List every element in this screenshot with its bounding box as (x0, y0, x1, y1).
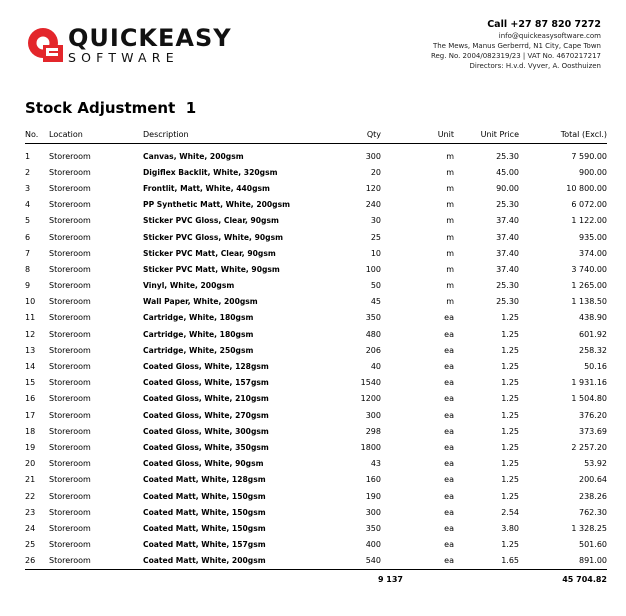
row-unit-price: 1.25 (501, 362, 519, 372)
row-total: 373.69 (579, 426, 607, 436)
row-total: 601.92 (579, 329, 607, 339)
table-row (25, 213, 607, 229)
row-qty: 350 (365, 313, 381, 323)
row-unit: ea (444, 459, 454, 469)
row-unit: m (446, 200, 454, 210)
row-total: 53.92 (584, 459, 607, 469)
row-description: Coated Matt, White, 150gsm (143, 523, 266, 533)
row-unit: m (446, 151, 454, 161)
row-unit-price: 37.40 (496, 216, 519, 226)
row-total: 238.26 (579, 491, 607, 501)
row-qty: 1800 (360, 442, 381, 452)
row-location: Storeroom (49, 491, 91, 501)
row-description: Coated Matt, White, 128gsm (143, 475, 266, 485)
table-row (25, 294, 607, 310)
row-unit-price: 25.30 (496, 200, 519, 210)
table-row (25, 423, 607, 439)
company-registration: Reg. No. 2004/082319/23 | VAT No. 4670217217 (430, 52, 601, 60)
row-location: Storeroom (49, 394, 91, 404)
table-header-row (25, 126, 607, 144)
row-unit-price: 1.25 (501, 329, 519, 339)
company-address: The Mews, Manus Gerberrd, N1 City, Cape Town (432, 42, 601, 50)
row-unit: m (446, 248, 454, 258)
row-unit-price: 25.30 (496, 151, 519, 161)
company-email[interactable]: info@quickeasysoftware.com (498, 32, 601, 40)
row-unit: m (446, 167, 454, 177)
row-no: 24 (25, 523, 36, 533)
row-description: Coated Gloss, White, 128gsm (143, 362, 269, 372)
row-qty: 300 (365, 507, 381, 517)
row-unit: ea (444, 345, 454, 355)
row-no: 12 (25, 329, 36, 339)
row-location: Storeroom (49, 442, 91, 452)
row-unit-price: 1.25 (501, 475, 519, 485)
row-description: Wall Paper, White, 200gsm (143, 297, 258, 307)
row-location: Storeroom (49, 151, 91, 161)
row-location: Storeroom (49, 200, 91, 210)
row-location: Storeroom (49, 313, 91, 323)
row-qty: 20 (370, 167, 381, 177)
row-qty: 120 (365, 183, 381, 193)
table-row (25, 261, 607, 277)
qe-monogram-icon (27, 26, 63, 62)
row-location: Storeroom (49, 248, 91, 258)
row-no: 11 (25, 313, 36, 323)
row-total: 1 931.16 (571, 378, 607, 388)
table-row (25, 391, 607, 407)
row-qty: 240 (365, 200, 381, 210)
row-no: 9 (25, 281, 31, 291)
row-unit-price: 1.25 (501, 540, 519, 550)
row-unit: m (446, 297, 454, 307)
table-row (25, 407, 607, 423)
row-no: 6 (25, 232, 31, 242)
row-unit-price: 1.25 (501, 378, 519, 388)
row-no: 16 (25, 394, 36, 404)
header-unit-price: Unit Price (454, 126, 519, 144)
row-description: Coated Matt, White, 150gsm (143, 491, 266, 501)
table-row (25, 245, 607, 261)
row-unit: ea (444, 442, 454, 452)
row-no: 8 (25, 264, 31, 274)
row-unit: ea (444, 362, 454, 372)
table-row (25, 164, 607, 180)
row-total: 935.00 (579, 232, 607, 242)
row-qty: 206 (365, 345, 381, 355)
row-location: Storeroom (49, 362, 91, 372)
row-unit-price: 1.25 (501, 410, 519, 420)
row-location: Storeroom (49, 459, 91, 469)
row-no: 18 (25, 426, 36, 436)
row-total: 376.20 (579, 410, 607, 420)
row-no: 7 (25, 248, 31, 258)
row-unit: ea (444, 523, 454, 533)
row-location: Storeroom (49, 426, 91, 436)
row-description: Cartridge, White, 180gsm (143, 329, 254, 339)
row-total: 1 504.80 (571, 394, 607, 404)
header-qty: Qty (321, 126, 381, 144)
total-amount: 45 704.82 (562, 575, 607, 584)
row-unit-price: 1.65 (501, 556, 519, 566)
row-unit: m (446, 281, 454, 291)
row-location: Storeroom (49, 507, 91, 517)
row-unit-price: 25.30 (496, 281, 519, 291)
stock-adjustment-table (25, 126, 607, 569)
row-total: 50.16 (584, 362, 607, 372)
row-location: Storeroom (49, 540, 91, 550)
row-qty: 25 (370, 232, 381, 242)
row-total: 1 138.50 (571, 297, 607, 307)
row-description: Coated Gloss, White, 270gsm (143, 410, 269, 420)
row-total: 6 072.00 (571, 200, 607, 210)
row-qty: 298 (365, 426, 381, 436)
row-qty: 190 (365, 491, 381, 501)
row-qty: 480 (365, 329, 381, 339)
row-total: 891.00 (579, 556, 607, 566)
row-no: 14 (25, 362, 36, 372)
row-description: Coated Gloss, White, 210gsm (143, 394, 269, 404)
row-unit: ea (444, 410, 454, 420)
row-unit: ea (444, 313, 454, 323)
table-row (25, 456, 607, 472)
row-description: Sticker PVC Gloss, White, 90gsm (143, 232, 283, 242)
row-total: 3 740.00 (571, 264, 607, 274)
row-unit-price: 1.25 (501, 345, 519, 355)
row-qty: 43 (370, 459, 381, 469)
row-unit-price: 1.25 (501, 459, 519, 469)
row-total: 501.60 (579, 540, 607, 550)
row-total: 7 590.00 (571, 151, 607, 161)
row-unit-price: 37.40 (496, 264, 519, 274)
row-unit: m (446, 264, 454, 274)
row-description: Cartridge, White, 180gsm (143, 313, 254, 323)
row-no: 3 (25, 183, 31, 193)
header-location: Location (49, 126, 143, 144)
row-description: Canvas, White, 200gsm (143, 151, 244, 161)
row-qty: 300 (365, 410, 381, 420)
row-qty: 40 (370, 362, 381, 372)
row-description: Coated Matt, White, 200gsm (143, 556, 266, 566)
row-unit: ea (444, 329, 454, 339)
table-row (25, 520, 607, 536)
table-row (25, 504, 607, 520)
row-no: 17 (25, 410, 36, 420)
row-total: 762.30 (579, 507, 607, 517)
row-unit-price: 1.25 (501, 313, 519, 323)
row-unit: ea (444, 540, 454, 550)
row-description: Sticker PVC Matt, White, 90gsm (143, 264, 280, 274)
row-unit-price: 1.25 (501, 426, 519, 436)
row-unit: m (446, 183, 454, 193)
table-row (25, 180, 607, 196)
row-description: Coated Gloss, White, 157gsm (143, 378, 269, 388)
row-description: Coated Gloss, White, 350gsm (143, 442, 269, 452)
company-phone: Call +27 87 820 7272 (487, 19, 601, 30)
table-row (25, 537, 607, 553)
table-row (25, 488, 607, 504)
page-title: Stock Adjustment 1 (25, 99, 197, 117)
row-description: Coated Matt, White, 157gsm (143, 540, 266, 550)
table-row (25, 553, 607, 569)
row-unit: ea (444, 556, 454, 566)
row-qty: 100 (365, 264, 381, 274)
table-row (25, 375, 607, 391)
row-unit-price: 1.25 (501, 491, 519, 501)
table-row (25, 229, 607, 245)
table-row (25, 472, 607, 488)
totals-divider (25, 569, 607, 570)
row-unit-price: 1.25 (501, 442, 519, 452)
header-description: Description (143, 126, 321, 144)
row-description: Vinyl, White, 200gsm (143, 281, 235, 291)
row-location: Storeroom (49, 232, 91, 242)
row-no: 10 (25, 297, 36, 307)
row-unit: ea (444, 394, 454, 404)
row-location: Storeroom (49, 281, 91, 291)
company-details (431, 18, 601, 71)
table-row (25, 439, 607, 455)
row-no: 5 (25, 216, 31, 226)
table-row (25, 197, 607, 213)
row-unit: ea (444, 507, 454, 517)
row-unit: ea (444, 426, 454, 436)
row-no: 22 (25, 491, 36, 501)
row-total: 10 800.00 (566, 183, 607, 193)
table-row (25, 278, 607, 294)
row-qty: 50 (370, 281, 381, 291)
row-description: Coated Gloss, White, 300gsm (143, 426, 269, 436)
row-unit: m (446, 216, 454, 226)
row-qty: 300 (365, 151, 381, 161)
row-total: 258.32 (579, 345, 607, 355)
brand-subtitle: SOFTWARE (68, 50, 179, 65)
row-unit: ea (444, 491, 454, 501)
row-no: 21 (25, 475, 36, 485)
row-unit-price: 3.80 (501, 523, 519, 533)
row-location: Storeroom (49, 329, 91, 339)
row-total: 1 328.25 (571, 523, 607, 533)
header-total: Total (Excl.) (519, 126, 607, 144)
row-total: 2 257.20 (571, 442, 607, 452)
row-qty: 30 (370, 216, 381, 226)
company-logo (27, 24, 232, 68)
row-location: Storeroom (49, 264, 91, 274)
row-unit: m (446, 232, 454, 242)
row-unit-price: 2.54 (501, 507, 519, 517)
total-qty: 9 137 (377, 575, 403, 584)
row-total: 900.00 (579, 167, 607, 177)
row-qty: 160 (365, 475, 381, 485)
row-description: Coated Gloss, White, 90gsm (143, 459, 264, 469)
row-description: Cartridge, White, 250gsm (143, 345, 254, 355)
table-row (25, 144, 607, 165)
row-no: 26 (25, 556, 36, 566)
row-qty: 45 (370, 297, 381, 307)
row-unit-price: 1.25 (501, 394, 519, 404)
row-location: Storeroom (49, 167, 91, 177)
row-no: 4 (25, 200, 31, 210)
row-no: 15 (25, 378, 36, 388)
row-location: Storeroom (49, 345, 91, 355)
row-location: Storeroom (49, 216, 91, 226)
row-location: Storeroom (49, 183, 91, 193)
table-row (25, 310, 607, 326)
row-total: 200.64 (579, 475, 607, 485)
row-location: Storeroom (49, 523, 91, 533)
row-qty: 1540 (360, 378, 381, 388)
row-no: 13 (25, 345, 36, 355)
row-location: Storeroom (49, 475, 91, 485)
row-description: Digiflex Backlit, White, 320gsm (143, 167, 278, 177)
row-unit-price: 37.40 (496, 248, 519, 258)
row-no: 1 (25, 151, 31, 161)
row-unit-price: 90.00 (496, 183, 519, 193)
row-no: 19 (25, 442, 36, 452)
row-no: 20 (25, 459, 36, 469)
table-row (25, 358, 607, 374)
row-description: PP Synthetic Matt, White, 200gsm (143, 200, 291, 210)
row-unit-price: 37.40 (496, 232, 519, 242)
row-location: Storeroom (49, 556, 91, 566)
row-no: 25 (25, 540, 36, 550)
row-qty: 10 (370, 248, 381, 258)
row-qty: 1200 (360, 394, 381, 404)
header-no: No. (25, 126, 49, 144)
row-total: 438.90 (579, 313, 607, 323)
row-total: 1 265.00 (571, 281, 607, 291)
row-description: Sticker PVC Matt, Clear, 90gsm (143, 248, 276, 258)
row-qty: 540 (365, 556, 381, 566)
header-unit: Unit (381, 126, 454, 144)
row-total: 374.00 (579, 248, 607, 258)
row-location: Storeroom (49, 297, 91, 307)
row-description: Sticker PVC Gloss, Clear, 90gsm (143, 216, 279, 226)
row-location: Storeroom (49, 378, 91, 388)
row-unit: ea (444, 378, 454, 388)
brand-name: QUICKEASY (68, 24, 232, 52)
row-description: Coated Matt, White, 150gsm (143, 507, 266, 517)
row-unit-price: 25.30 (496, 297, 519, 307)
table-row (25, 342, 607, 358)
row-qty: 350 (365, 523, 381, 533)
row-total: 1 122.00 (571, 216, 607, 226)
row-description: Frontlit, Matt, White, 440gsm (143, 183, 270, 193)
row-qty: 400 (365, 540, 381, 550)
row-location: Storeroom (49, 410, 91, 420)
table-row (25, 326, 607, 342)
row-no: 2 (25, 167, 31, 177)
row-no: 23 (25, 507, 36, 517)
row-unit-price: 45.00 (496, 167, 519, 177)
company-directors: Directors: H.v.d. Vyver, A. Oosthuizen (469, 62, 601, 70)
row-unit: ea (444, 475, 454, 485)
